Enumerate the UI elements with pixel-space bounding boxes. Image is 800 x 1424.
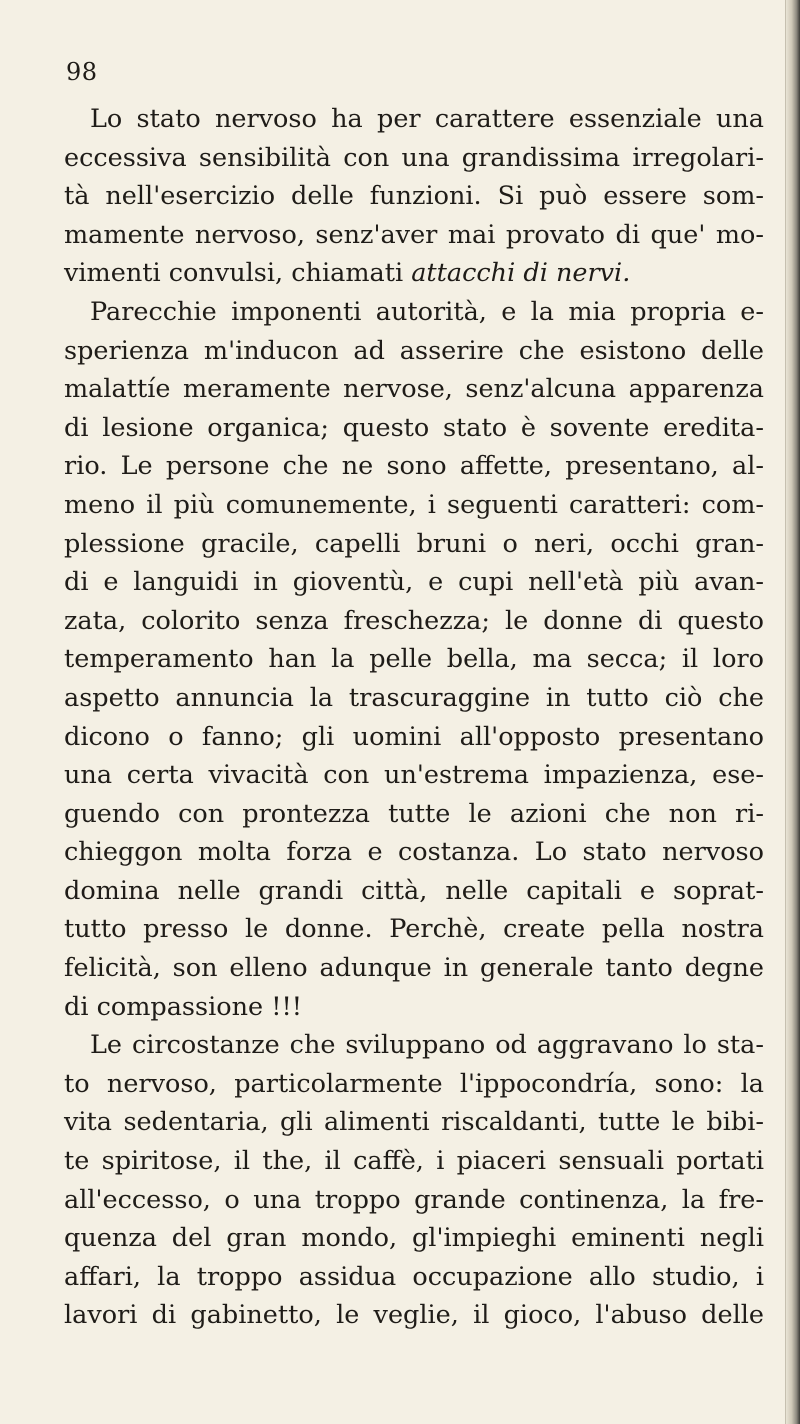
text-line: domina nelle grandi città, nelle capitali e soprat- (64, 875, 764, 906)
text-line: tà nell'esercizio delle funzioni. Si può essere som- (64, 181, 764, 212)
text-line: Le circostanze che sviluppano od aggravano lo sta- (90, 1030, 764, 1061)
text-line: all'eccesso, o una troppo grande continenza, la fre- (64, 1184, 764, 1215)
text-line: una certa vivacità con un'estrema impazienza, ese- (64, 760, 764, 791)
text-line: vita sedentaria, gli alimenti riscaldanti, tutte le bibi- (64, 1107, 764, 1138)
text-line-with-italic (64, 254, 764, 293)
text-line: zata, colorito senza freschezza; le donne di questo (64, 605, 764, 636)
text-line: tutto presso le donne. Perchè, create pella nostra (64, 914, 764, 945)
text-line: malattíe meramente nervose, senz'alcuna apparenza (64, 374, 764, 405)
text-line: rio. Le persone che ne sono affette, presentano, al- (64, 451, 764, 482)
text-line: guendo con prontezza tutte le azioni che non ri- (64, 798, 764, 829)
text-line: affari, la troppo assidua occupazione allo studio, i (64, 1261, 764, 1292)
binding-edge-shadow (786, 0, 800, 1424)
body-text (64, 100, 764, 1335)
text-line: lavori di gabinetto, le veglie, il gioco, l'abuso delle (64, 1300, 764, 1331)
text-line: di lesione organica; questo stato è sovente eredita- (64, 412, 764, 443)
text-line: plessione gracile, capelli bruni o neri, occhi gran- (64, 528, 764, 559)
text-line: quenza del gran mondo, gl'impieghi eminenti negli (64, 1223, 764, 1254)
text-line: eccessiva sensibilità con una grandissima irregolari- (64, 142, 764, 173)
text-line: te spiritose, il the, il caffè, i piaceri sensuali portati (64, 1146, 764, 1177)
italic-phrase: attacchi di nervi. (411, 258, 631, 289)
page-number: 98 (66, 58, 98, 86)
text-line: to nervoso, particolarmente l'ippocondría, sono: la (64, 1068, 764, 1099)
text-line: meno il più comunemente, i seguenti caratteri: com- (64, 489, 764, 520)
text-line: mamente nervoso, senz'aver mai provato di que' mo- (64, 219, 764, 250)
text-line: felicità, son elleno adunque in generale tanto degne (64, 953, 764, 984)
text-line: di e languidi in gioventù, e cupi nell'età più avan- (64, 567, 764, 598)
text-line: aspetto annuncia la trascuraggine in tutto ciò che (64, 682, 764, 713)
text-line: dicono o fanno; gli uomini all'opposto presentano (64, 721, 764, 752)
text-line: Lo stato nervoso ha per carattere essenziale una (90, 104, 764, 134)
text-line: Parecchie imponenti autorità, e la mia propria e- (90, 296, 764, 327)
text-line: chieggon molta forza e costanza. Lo stato nervoso (64, 837, 764, 868)
text-line: sperienza m'inducon ad asserire che esistono delle (64, 335, 764, 366)
text-line: di compassione !!! (64, 991, 302, 1022)
text-segment: vimenti convulsi, chiamati (64, 258, 404, 289)
text-line: temperamento han la pelle bella, ma secca; il loro (64, 644, 764, 675)
